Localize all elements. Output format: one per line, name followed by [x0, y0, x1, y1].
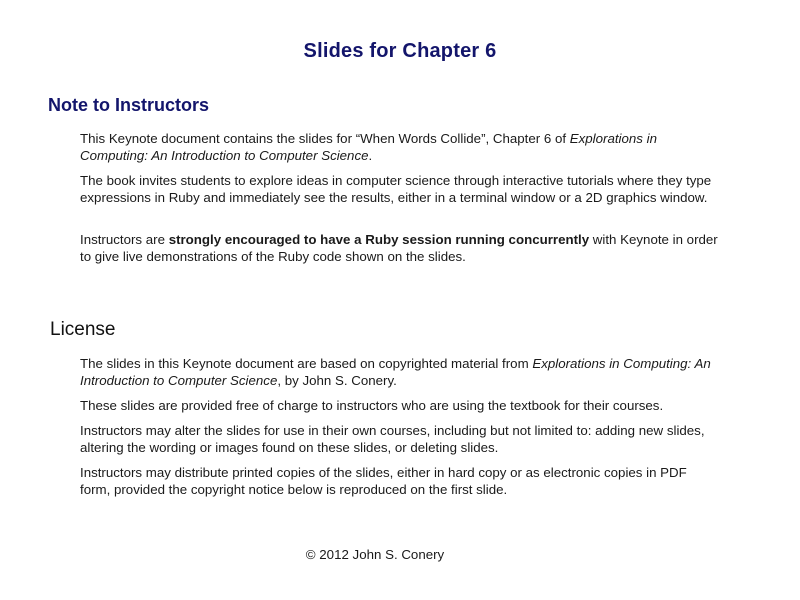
license-paragraph-2: These slides are provided free of charge to instructors who are using the textbook for their courses.: [80, 398, 664, 413]
book-title-italic: Explorations in Computing: An Introduction to Computer Science: [80, 356, 711, 388]
note-paragraph-1-text: This Keynote document contains the slides for “When Words Collide”, Chapter 6 of: [80, 131, 570, 146]
note-paragraph-2: The book invites students to explore ideas in computer science through interactive tutorials where they type expressions in Ruby and immediately see the results, either in a terminal window or a 2D graphics window.: [80, 173, 712, 205]
license-paragraph-1-end: , by John S. Conery.: [277, 372, 397, 388]
note-paragraph-1-end: .: [368, 147, 373, 163]
note-paragraph-3: [80, 232, 720, 265]
note-paragraph-1: [80, 131, 720, 164]
slide-title: Slides for Chapter 6: [303, 40, 497, 62]
license-paragraph-4: Instructors may distribute printed copies of the slides, either in hard copy or as electronic copies in PDF form, provided the copyright notice below is reproduced on the first slide.: [80, 465, 687, 497]
license-paragraph-1-text: The slides in this Keynote document are based on copyrighted material from: [80, 356, 533, 371]
license-heading: License: [50, 319, 116, 340]
copyright-notice: © 2012 John S. Conery: [305, 547, 445, 562]
emphasis-bold-text: strongly encouraged to have a Ruby session running concurrently: [168, 232, 590, 247]
note-paragraph-3-text: Instructors are: [80, 232, 169, 247]
license-paragraph-3: Instructors may alter the slides for use in their own courses, including but not limited to: adding new slides, altering the wording or images found on these slides, or deleting slides.: [80, 423, 705, 455]
book-title-italic: Explorations in Computing: An Introduction to Computer Science: [80, 131, 657, 163]
note-to-instructors-heading: Note to Instructors: [48, 95, 210, 115]
note-paragraph-3-end: with Keynote in order to give live demonstrations of the Ruby code shown on the slides.: [80, 232, 718, 264]
license-paragraph-1: [80, 356, 720, 389]
